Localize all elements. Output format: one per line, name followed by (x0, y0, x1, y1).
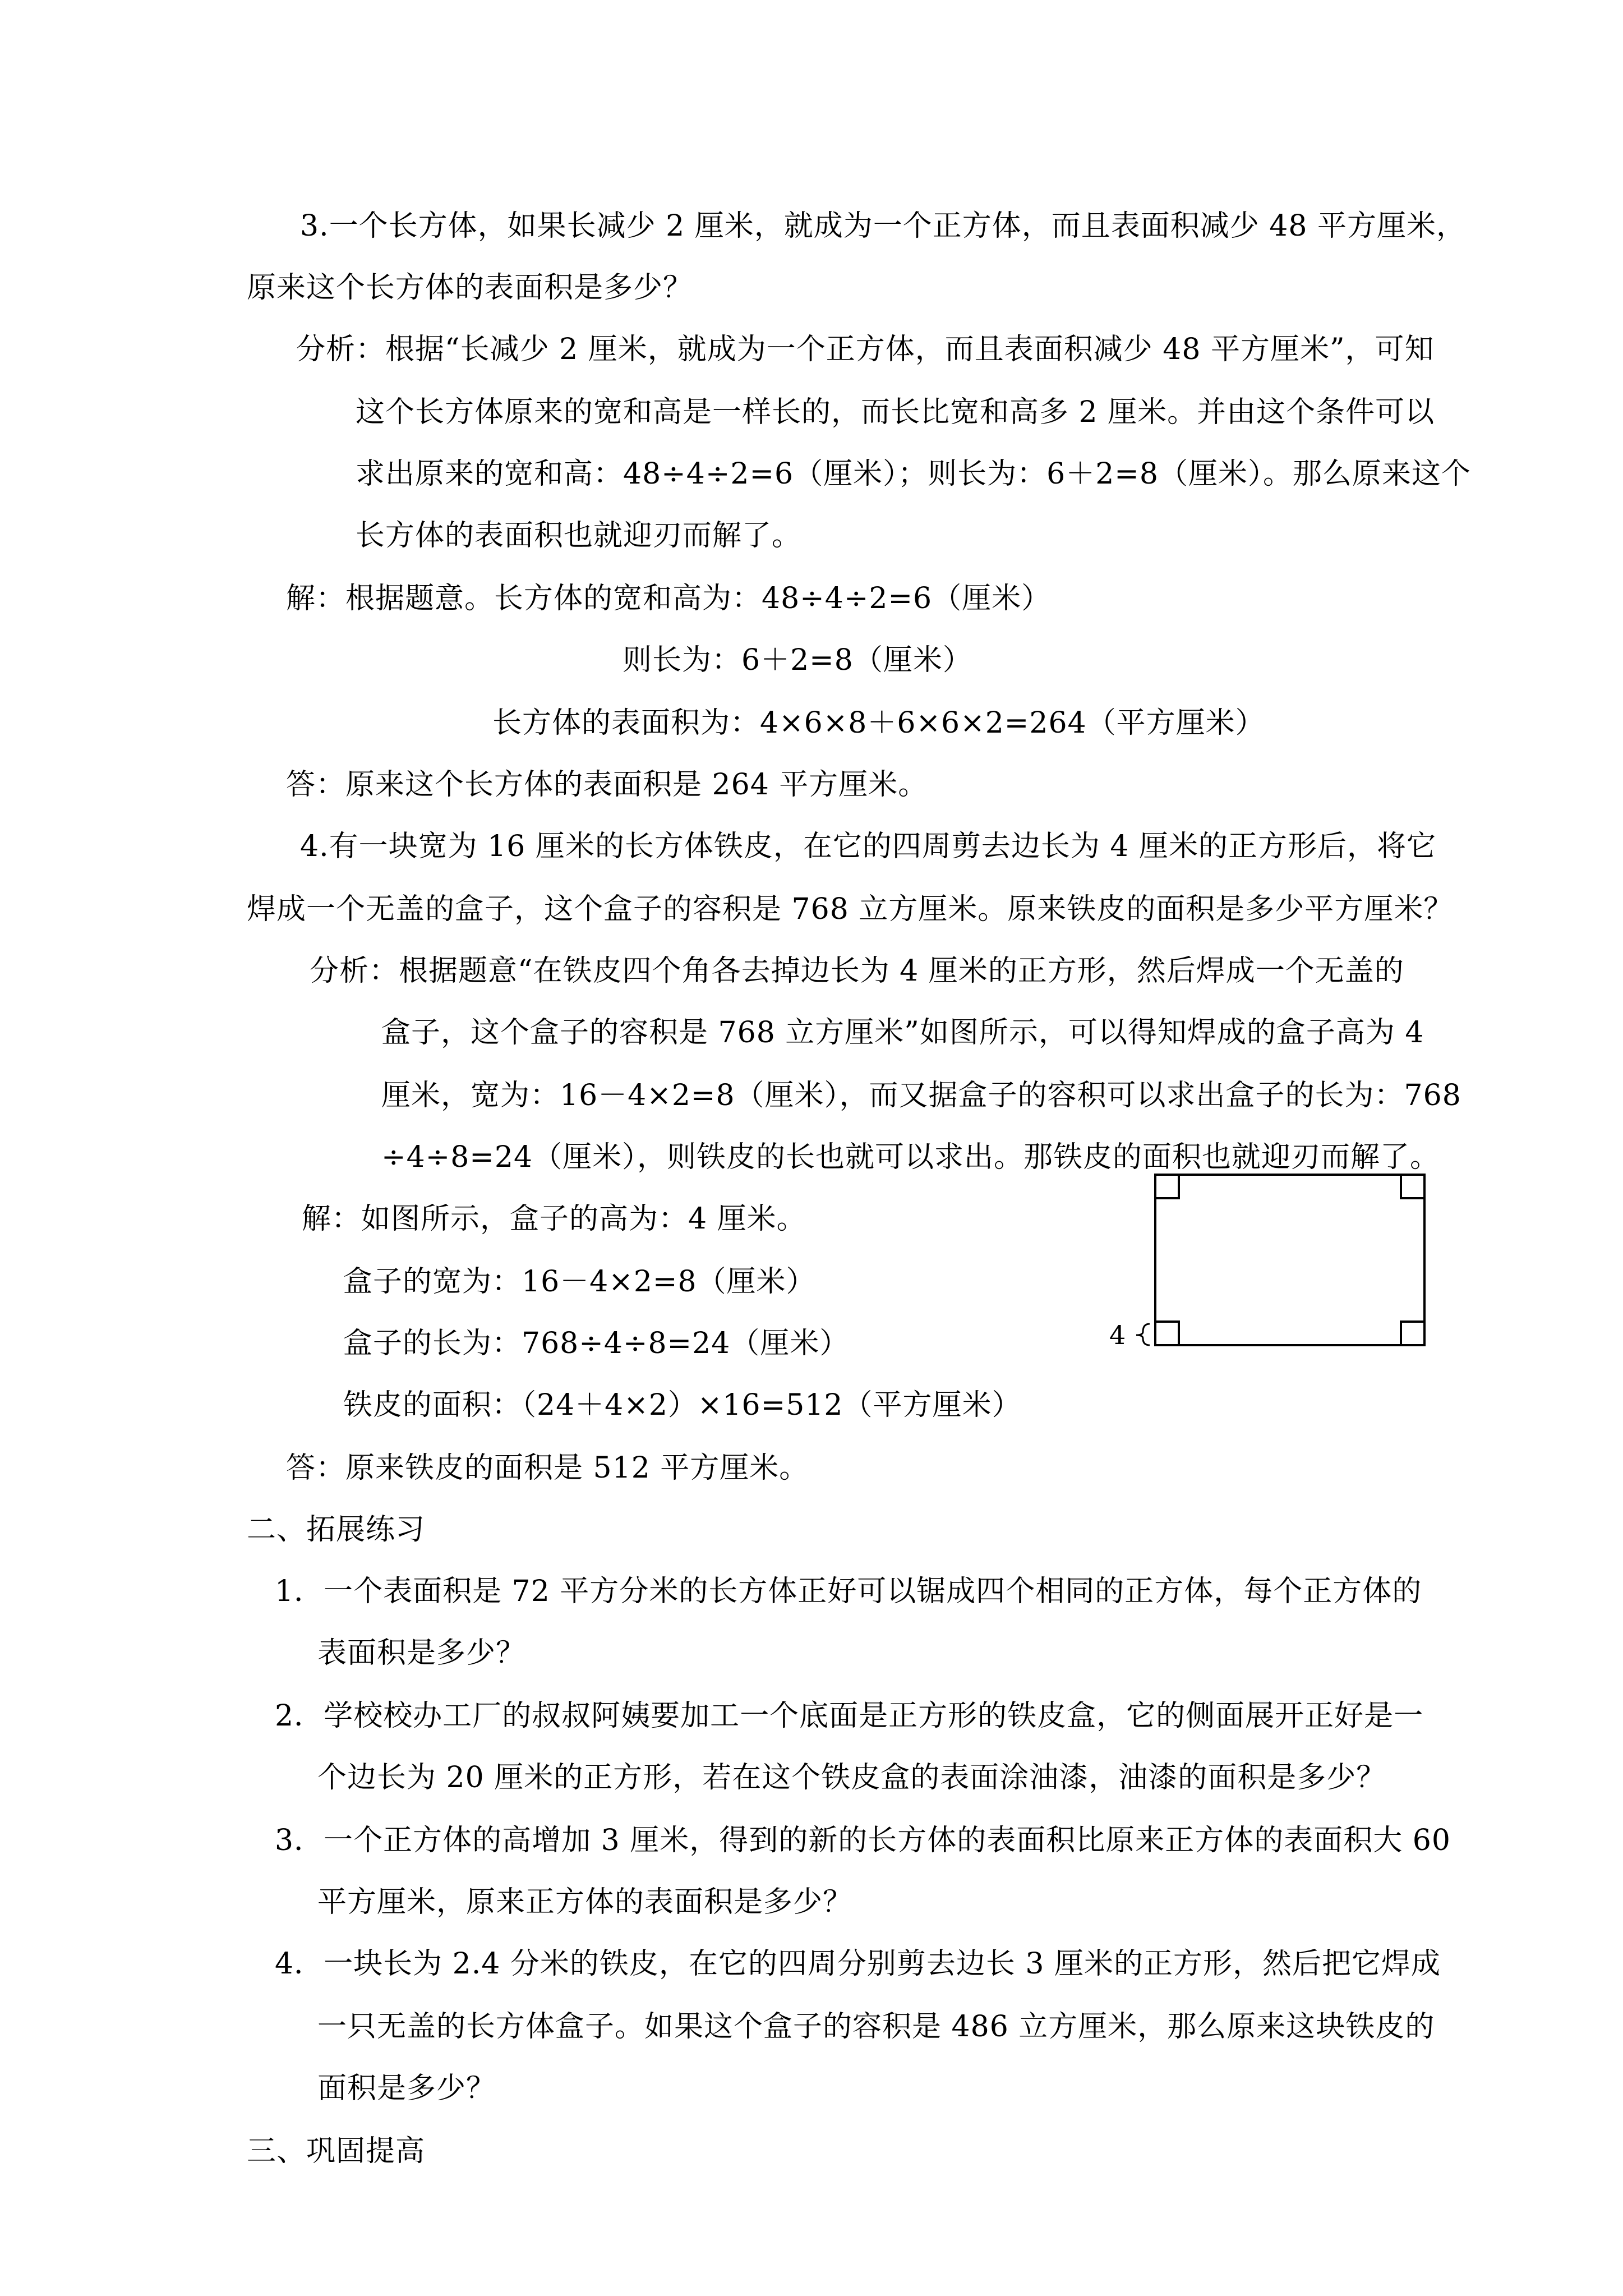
problem3-solution-line2: 则长为：6＋2=8（厘米） (623, 643, 972, 677)
problem4-solution-line4: 铁皮的面积：（24＋4×2）×16=512（平方厘米） (343, 1388, 1022, 1422)
corner-square-top-left (1155, 1175, 1179, 1198)
section2-item1-line2: 表面积是多少？ (317, 1636, 526, 1670)
iron-sheet-figure (1099, 1168, 1436, 1353)
section2-item2-line1: 2．学校校办工厂的叔叔阿姨要加工一个底面是正方形的铁皮盒，它的侧面展开正好是一 (275, 1699, 1424, 1733)
problem4-analysis-line2: 盒子，这个盒子的容积是 768 立方厘米”如图所示，可以得知焊成的盒子高为 4 (381, 1016, 1424, 1050)
problem4-question-line2: 焊成一个无盖的盒子，这个盒子的容积是 768 立方厘米。原来铁皮的面积是多少平方厘米？ (247, 892, 1454, 926)
corner-square-bottom-left (1155, 1322, 1179, 1345)
problem4-solution-line1: 解：如图所示，盒子的高为：4 厘米。 (302, 1202, 806, 1236)
sheet-outline (1155, 1175, 1424, 1345)
section2-heading: 二、拓展练习 (247, 1513, 426, 1547)
iron-sheet-diagram (1099, 1168, 1436, 1353)
problem4-question-line1: 4.有一块宽为 16 厘米的长方体铁皮，在它的四周剪去边长为 4 厘米的正方形后，将它 (300, 830, 1436, 863)
height-brace (1136, 1324, 1150, 1345)
problem3-analysis-line4: 长方体的表面积也就迎刃而解了。 (356, 519, 802, 553)
problem3-question-line1: 3.一个长方体，如果长减少 2 厘米，就成为一个正方体，而且表面积减少 48 平方厘米， (300, 209, 1466, 243)
problem3-answer: 答：原来这个长方体的表面积是 264 平方厘米。 (286, 768, 928, 802)
problem3-analysis-line3: 求出原来的宽和高：48÷4÷2=6（厘米）；则长为：6＋2=8（厘米）。那么原来这个 (356, 457, 1471, 491)
problem4-analysis-line4: ÷4÷8=24（厘米），则铁皮的长也就可以求出。那铁皮的面积也就迎刃而解了。 (381, 1140, 1440, 1174)
problem4-answer: 答：原来铁皮的面积是 512 平方厘米。 (286, 1451, 809, 1485)
section2-item4-line2: 一只无盖的长方体盒子。如果这个盒子的容积是 486 立方厘米，那么原来这块铁皮的 (317, 2010, 1435, 2044)
section2-item4-line3: 面积是多少？ (317, 2072, 496, 2105)
problem4-solution-line2: 盒子的宽为：16－4×2=8（厘米） (343, 1265, 816, 1299)
problem4-analysis-line3: 厘米，宽为：16－4×2=8（厘米），而又据盒子的容积可以求出盒子的长为：768 (381, 1079, 1461, 1112)
problem4-analysis-line1: 分析：根据题意“在铁皮四个角各去掉边长为 4 厘米的正方形，然后焊成一个无盖的 (310, 954, 1404, 988)
section2-item1-line1: 1．一个表面积是 72 平方分米的长方体正好可以锯成四个相同的正方体，每个正方体的 (275, 1575, 1422, 1608)
problem4-solution-line3: 盒子的长为：768÷4÷8=24（厘米） (343, 1327, 850, 1360)
corner-square-top-right (1401, 1175, 1424, 1198)
problem3-solution-line3: 长方体的表面积为：4×6×8＋6×6×2=264（平方厘米） (492, 706, 1265, 740)
problem3-analysis-line2: 这个长方体原来的宽和高是一样长的，而长比宽和高多 2 厘米。并由这个条件可以 (356, 395, 1435, 429)
section2-item3-line1: 3．一个正方体的高增加 3 厘米，得到的新的长方体的表面积比原来正方体的表面积大 60 (275, 1824, 1451, 1857)
problem3-analysis-line1: 分析：根据“长减少 2 厘米，就成为一个正方体，而且表面积减少 48 平方厘米”，可知 (296, 333, 1435, 366)
problem3-solution-line1: 解：根据题意。长方体的宽和高为：48÷4÷2=6（厘米） (286, 582, 1052, 615)
problem3-question-line2: 原来这个长方体的表面积是多少？ (247, 271, 693, 305)
section2-item4-line1: 4．一块长为 2.4 分米的铁皮，在它的四周分别剪去边长 3 厘米的正方形，然后把它焊成 (275, 1947, 1441, 1981)
section3-heading: 三、巩固提高 (247, 2134, 426, 2168)
section2-item3-line2: 平方厘米，原来正方体的表面积是多少？ (317, 1885, 853, 1919)
corner-square-bottom-right (1401, 1322, 1424, 1345)
height-label: 4 (1109, 1320, 1126, 1350)
section2-item2-line2: 个边长为 20 厘米的正方形，若在这个铁皮盒的表面涂油漆，油漆的面积是多少？ (317, 1761, 1386, 1795)
